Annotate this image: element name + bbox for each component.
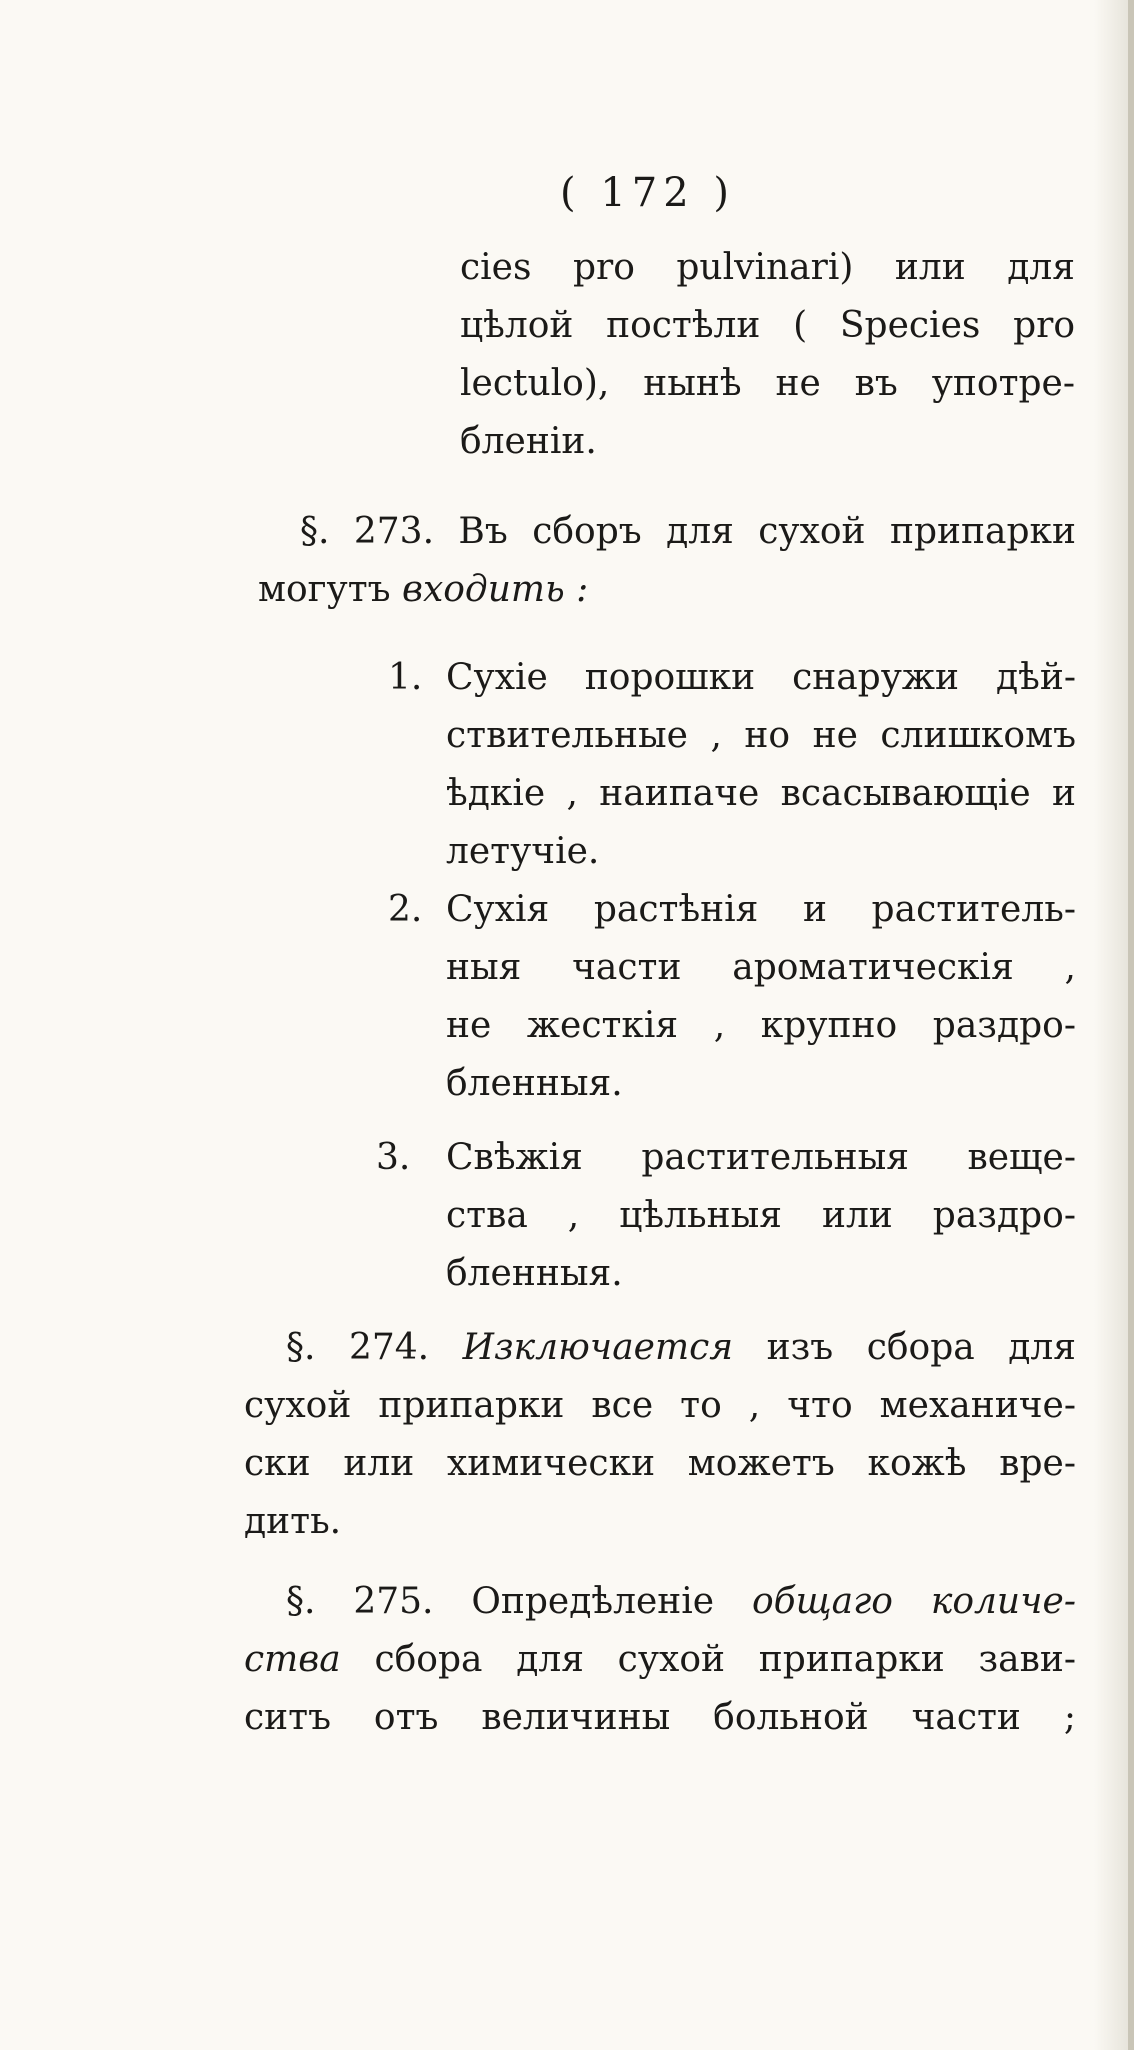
continuation-line-4: бленіи.	[460, 421, 597, 462]
list-item-1-line-3: ѣдкіе , наипаче всасывающіе и	[446, 773, 1076, 814]
section-275-line-3: ситъ отъ величины больной части ;	[244, 1697, 1076, 1738]
list-item-3-line-1: Свѣжія растительныя веще-	[446, 1137, 1076, 1178]
section-274-line-1-rest: изъ сбора для	[766, 1327, 1076, 1368]
section-273-line-1: §. 273. Въ сборъ для сухой припарки	[300, 511, 1076, 552]
section-275-line-2-italic: ства	[244, 1639, 341, 1680]
section-274-line-2: сухой припарки все то , что механиче-	[244, 1385, 1076, 1426]
list-item-2-number: 2.	[388, 889, 423, 930]
list-item-3-number: 3.	[376, 1137, 411, 1178]
section-275-line-2	[244, 1638, 1076, 1682]
section-273-line-2	[258, 568, 588, 612]
section-275-line-2-rest: сбора для сухой припарки зави-	[374, 1639, 1076, 1680]
page-edge-strip	[1128, 0, 1134, 2050]
list-item-3-line-2: ства , цѣльныя или раздро-	[446, 1195, 1076, 1236]
list-item-3-line-3: бленныя.	[446, 1253, 623, 1294]
list-item-1-line-1: Сухіе порошки снаружи дѣй-	[446, 657, 1076, 698]
section-274-line-3: ски или химически можетъ кожѣ вре-	[244, 1443, 1076, 1484]
section-275-line-1	[286, 1580, 1076, 1624]
list-item-2-line-4: бленныя.	[446, 1063, 623, 1104]
continuation-line-2: цѣлой постѣли ( Species pro	[460, 305, 1075, 346]
continuation-line-1: cies pro pulvinari) или для	[460, 247, 1075, 288]
list-item-2-line-3: не жесткія , крупно раздро-	[446, 1005, 1076, 1046]
list-item-1-line-4: летучіе.	[446, 831, 600, 872]
page-number: ( 172 )	[560, 170, 735, 216]
continuation-line-3: lectulo), нынѣ не въ употре-	[460, 363, 1075, 404]
section-274-line-1	[286, 1326, 1076, 1370]
list-item-1-number: 1.	[388, 657, 423, 698]
list-item-2-line-2: ныя части ароматическія ,	[446, 947, 1076, 988]
section-275-line-1-plain: §. 275. Опредѣленіе	[286, 1581, 715, 1622]
section-273-line-2-italic: входить :	[402, 569, 589, 610]
section-275-line-1-italic: общаго количе-	[751, 1581, 1076, 1622]
list-item-1-line-2: ствительные , но не слишкомъ	[446, 715, 1076, 756]
section-274-line-4: дить.	[244, 1501, 342, 1542]
section-273-line-2-plain: могутъ	[258, 569, 391, 610]
section-274-number: §. 274.	[286, 1327, 430, 1368]
list-item-2-line-1: Сухія растѣнія и раститель-	[446, 889, 1076, 930]
section-274-italic: Изключается	[462, 1327, 734, 1368]
